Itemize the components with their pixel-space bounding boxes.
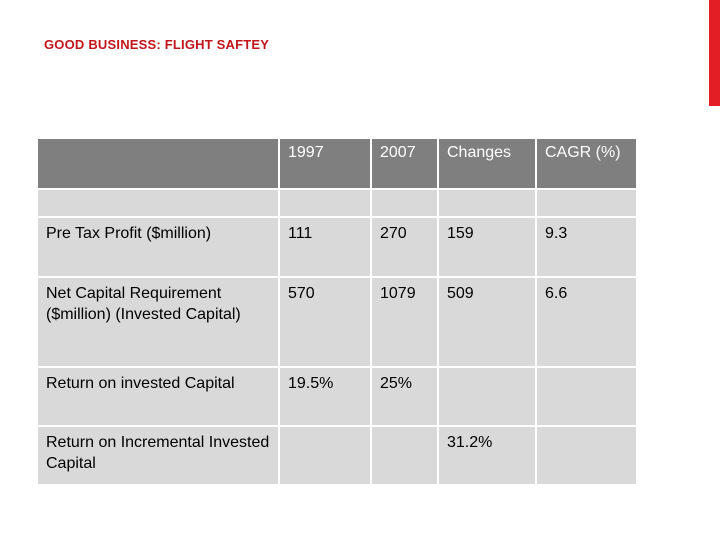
- spacer-cell: [438, 189, 536, 217]
- cell-changes: 509: [438, 277, 536, 367]
- cell-1997: 111: [279, 217, 371, 277]
- data-table: [36, 137, 638, 486]
- header-cell-1997: 1997: [279, 138, 371, 189]
- slide-title: GOOD BUSINESS: FLIGHT SAFTEY: [44, 37, 270, 52]
- table-header-row: [37, 138, 637, 189]
- cell-changes: [438, 367, 536, 426]
- cell-1997: 19.5%: [279, 367, 371, 426]
- table-row: [37, 217, 637, 277]
- table-row: [37, 367, 637, 426]
- cell-changes: 159: [438, 217, 536, 277]
- cell-changes: 31.2%: [438, 426, 536, 485]
- cell-2007: 25%: [371, 367, 438, 426]
- cell-2007: [371, 426, 438, 485]
- spacer-cell: [279, 189, 371, 217]
- spacer-cell: [536, 189, 637, 217]
- table-row: [37, 277, 637, 367]
- cell-2007: 1079: [371, 277, 438, 367]
- spacer-cell: [37, 189, 279, 217]
- row-label: Pre Tax Profit ($million): [37, 217, 279, 277]
- spacer-cell: [371, 189, 438, 217]
- row-label: Return on Incremental Invested Capital: [37, 426, 279, 485]
- accent-bar: [709, 0, 720, 106]
- header-cell-cagr: CAGR (%): [536, 138, 637, 189]
- cell-cagr: [536, 426, 637, 485]
- cell-cagr: 9.3: [536, 217, 637, 277]
- cell-cagr: [536, 367, 637, 426]
- cell-2007: 270: [371, 217, 438, 277]
- header-cell-2007: 2007: [371, 138, 438, 189]
- row-label: Net Capital Requirement ($million) (Invested Capital): [37, 277, 279, 367]
- cell-1997: [279, 426, 371, 485]
- header-cell-changes: Changes: [438, 138, 536, 189]
- cell-1997: 570: [279, 277, 371, 367]
- table-row: [37, 426, 637, 485]
- table-spacer-row: [37, 189, 637, 217]
- row-label: Return on invested Capital: [37, 367, 279, 426]
- header-cell-label: [37, 138, 279, 189]
- cell-cagr: 6.6: [536, 277, 637, 367]
